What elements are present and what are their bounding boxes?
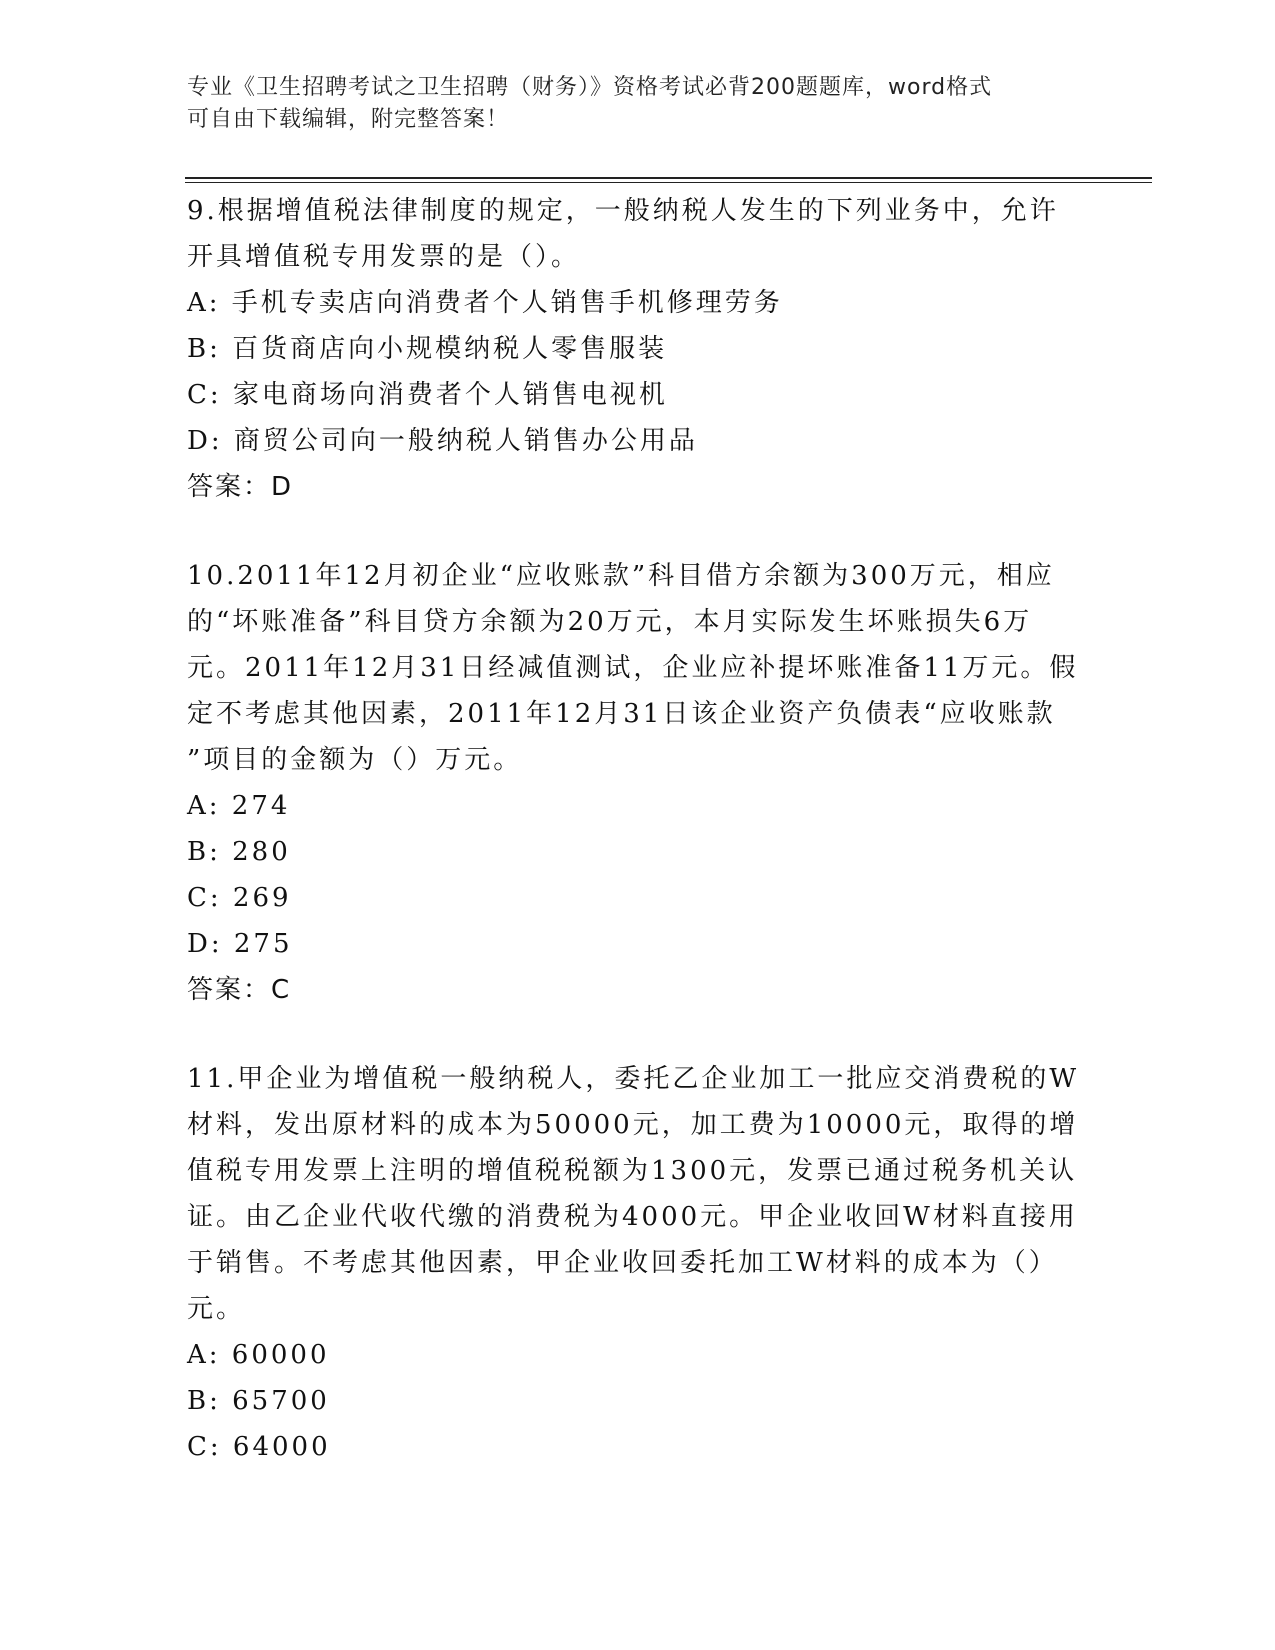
- question-text-line: 10.2011年12月初企业“应收账款”科目借方余额为300万元，相应: [187, 561, 1055, 591]
- option-b: B: 65700: [187, 1386, 330, 1416]
- question-text-line: 的“坏账准备”科目贷方余额为20万元，本月实际发生坏账损失6万: [187, 607, 1033, 637]
- question-9: [187, 188, 1087, 510]
- question-text-line: 11.甲企业为增值税一般纳税人，委托乙企业加工一批应交消费税的W: [187, 1064, 1080, 1094]
- question-text-line: ”项目的金额为（）万元。: [187, 745, 523, 775]
- question-text-line: 定不考虑其他因素，2011年12月31日该企业资产负债表“应收账款: [187, 699, 1056, 729]
- option-b: B: 百货商店向小规模纳税人零售服装: [187, 334, 668, 364]
- question-text-line: 材料，发出原材料的成本为50000元，加工费为10000元，取得的增: [187, 1110, 1079, 1140]
- header-divider: [185, 177, 1152, 179]
- question-text-line: 元。: [187, 1294, 246, 1324]
- option-d: D: 275: [187, 929, 293, 959]
- question-text-line: 9.根据增值税法律制度的规定，一般纳税人发生的下列业务中，允许: [187, 196, 1059, 226]
- answer: 答案：C: [187, 975, 292, 1005]
- answer: 答案：D: [187, 472, 294, 502]
- question-10: [187, 553, 1087, 1013]
- header-divider-thin: [185, 182, 1152, 183]
- option-a: A: 274: [187, 791, 291, 821]
- question-text-line: 值税专用发票上注明的增值税税额为1300元，发票已通过税务机关认: [187, 1156, 1078, 1186]
- option-d: D: 商贸公司向一般纳税人销售办公用品: [187, 426, 698, 456]
- question-text-line: 证。由乙企业代收代缴的消费税为4000元。甲企业收回W材料直接用: [187, 1202, 1078, 1232]
- header-line-1: 专业《卫生招聘考试之卫生招聘（财务）》资格考试必背200题题库，word格式: [187, 75, 993, 100]
- option-b: B: 280: [187, 837, 291, 867]
- option-c: C: 64000: [187, 1432, 331, 1462]
- question-text-line: 元。2011年12月31日经减值测试，企业应补提坏账准备11万元。假: [187, 653, 1079, 683]
- question-text-line: 开具增值税专用发票的是（）。: [187, 242, 581, 272]
- question-list: [187, 188, 1087, 1513]
- option-a: A: 60000: [187, 1340, 330, 1370]
- document-header: [187, 72, 1087, 136]
- option-c: C: 家电商场向消费者个人销售电视机: [187, 380, 668, 410]
- question-11: [187, 1056, 1087, 1470]
- option-c: C: 269: [187, 883, 292, 913]
- header-line-2: 可自由下载编辑，附完整答案！: [187, 107, 510, 132]
- question-text-line: 于销售。不考虑其他因素，甲企业收回委托加工W材料的成本为（）: [187, 1248, 1058, 1278]
- option-a: A: 手机专卖店向消费者个人销售手机修理劳务: [187, 288, 783, 318]
